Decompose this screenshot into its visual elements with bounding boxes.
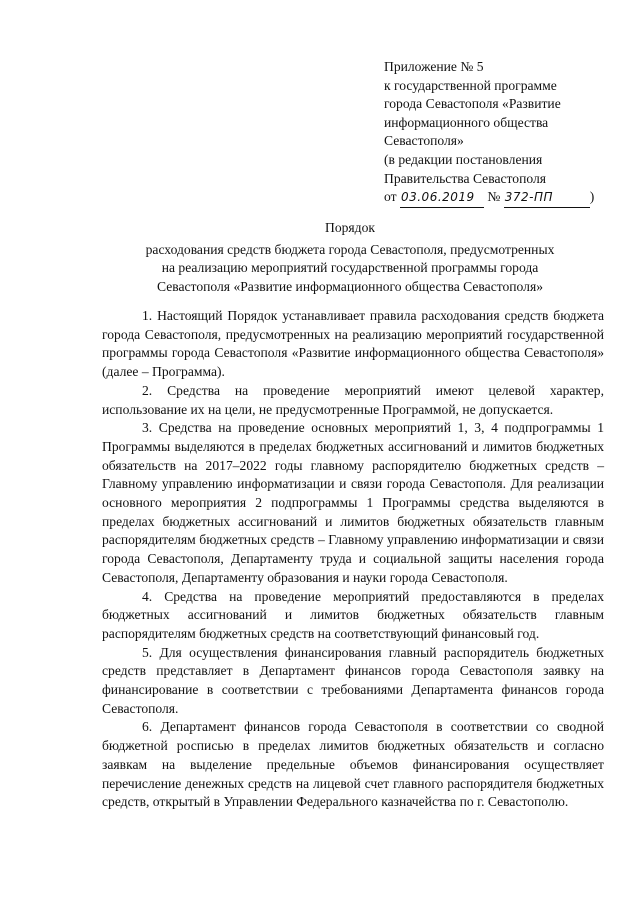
handwritten-date: 03.06.2019 (400, 188, 484, 208)
annex-line: (в редакции постановления (384, 151, 543, 167)
paragraph-3: 3. Средства на проведение основных мероприятий 1, 3, 4 подпрограммы 1 Программы выделяются в пределах бюджетных ассигнований и лимитов бюджетных обязательств на 2017–2022 годы главному распорядителю бюджетных средств – Главному управлению информатизации и связи города Севастополя. Для реализации основного мероприятия 2 подпрограммы 1 Программы средства выделяются в пределах бюджетных ассигнований и лимитов бюджетных обязательств главным распорядителям бюджетных средств – Главному управлению информатизации и связи города Севастополя, Департаменту труда и социальной защиты населения города Севастополя, Департаменту образования и науки города Севастополя. (102, 420, 604, 585)
document-title (100, 219, 600, 296)
paragraph-1: 1. Настоящий Порядок устанавливает правила расходования средств бюджета города Севастополя, предусмотренных на реализацию мероприятий государственной программы города Севастополя «Развитие информационного общества Севастополя» (далее – Программа). (102, 308, 604, 380)
title-line: на реализацию мероприятий государственной программы города (161, 260, 539, 276)
annex-block (384, 58, 614, 208)
handwritten-number: 372-ПП (504, 188, 590, 208)
annex-line: к государственной программе (384, 77, 557, 93)
annex-line: информационного общества (384, 114, 549, 130)
title-heading: Порядок (325, 220, 375, 235)
paragraph-5: 5. Для осуществления финансирования главный распорядитель бюджетных средств представляет в Департамент финансов города Севастополя заявку на финансирование в соответствии с требованиями Департамента финансов города Севастополя. (102, 644, 604, 716)
paragraph-4: 4. Средства на проведение мероприятий предоставляются в пределах бюджетных ассигнований и лимитов бюджетных обязательств главным распорядителям бюджетных средств на соответствующий финансовый год. (102, 588, 604, 641)
paragraph-2: 2. Средства на проведение мероприятий имеют целевой характер, использование их на цели, не предусмотренные Программой, не допускается. (102, 382, 604, 417)
document-body (102, 307, 604, 812)
title-line: Севастополя «Развитие информационного общества Севастополя» (156, 278, 544, 294)
paragraph-6: 6. Департамент финансов города Севастополя в соответствии со сводной бюджетной росписью в пределах лимитов бюджетных обязательств и согласно заявкам на выделение предельные объемов финансирования осуществляет перечисление денежных средств на лицевой счет главного распорядителя бюджетных средств, открытый в Управлении Федерального казначейства по г. Севастополю. (102, 719, 604, 810)
closing-paren: ) (589, 189, 595, 205)
annex-line: Правительства Севастополя (384, 170, 547, 186)
annex-line: Севастополя» (384, 133, 464, 149)
annex-date-line (384, 188, 614, 208)
annex-line: города Севастополя «Развитие (384, 96, 561, 112)
annex-line: Приложение № 5 (384, 59, 484, 74)
date-prefix: от (384, 189, 397, 205)
number-prefix: № (487, 189, 501, 205)
title-line: расходования средств бюджета города Севастополя, предусмотренных (145, 241, 555, 257)
